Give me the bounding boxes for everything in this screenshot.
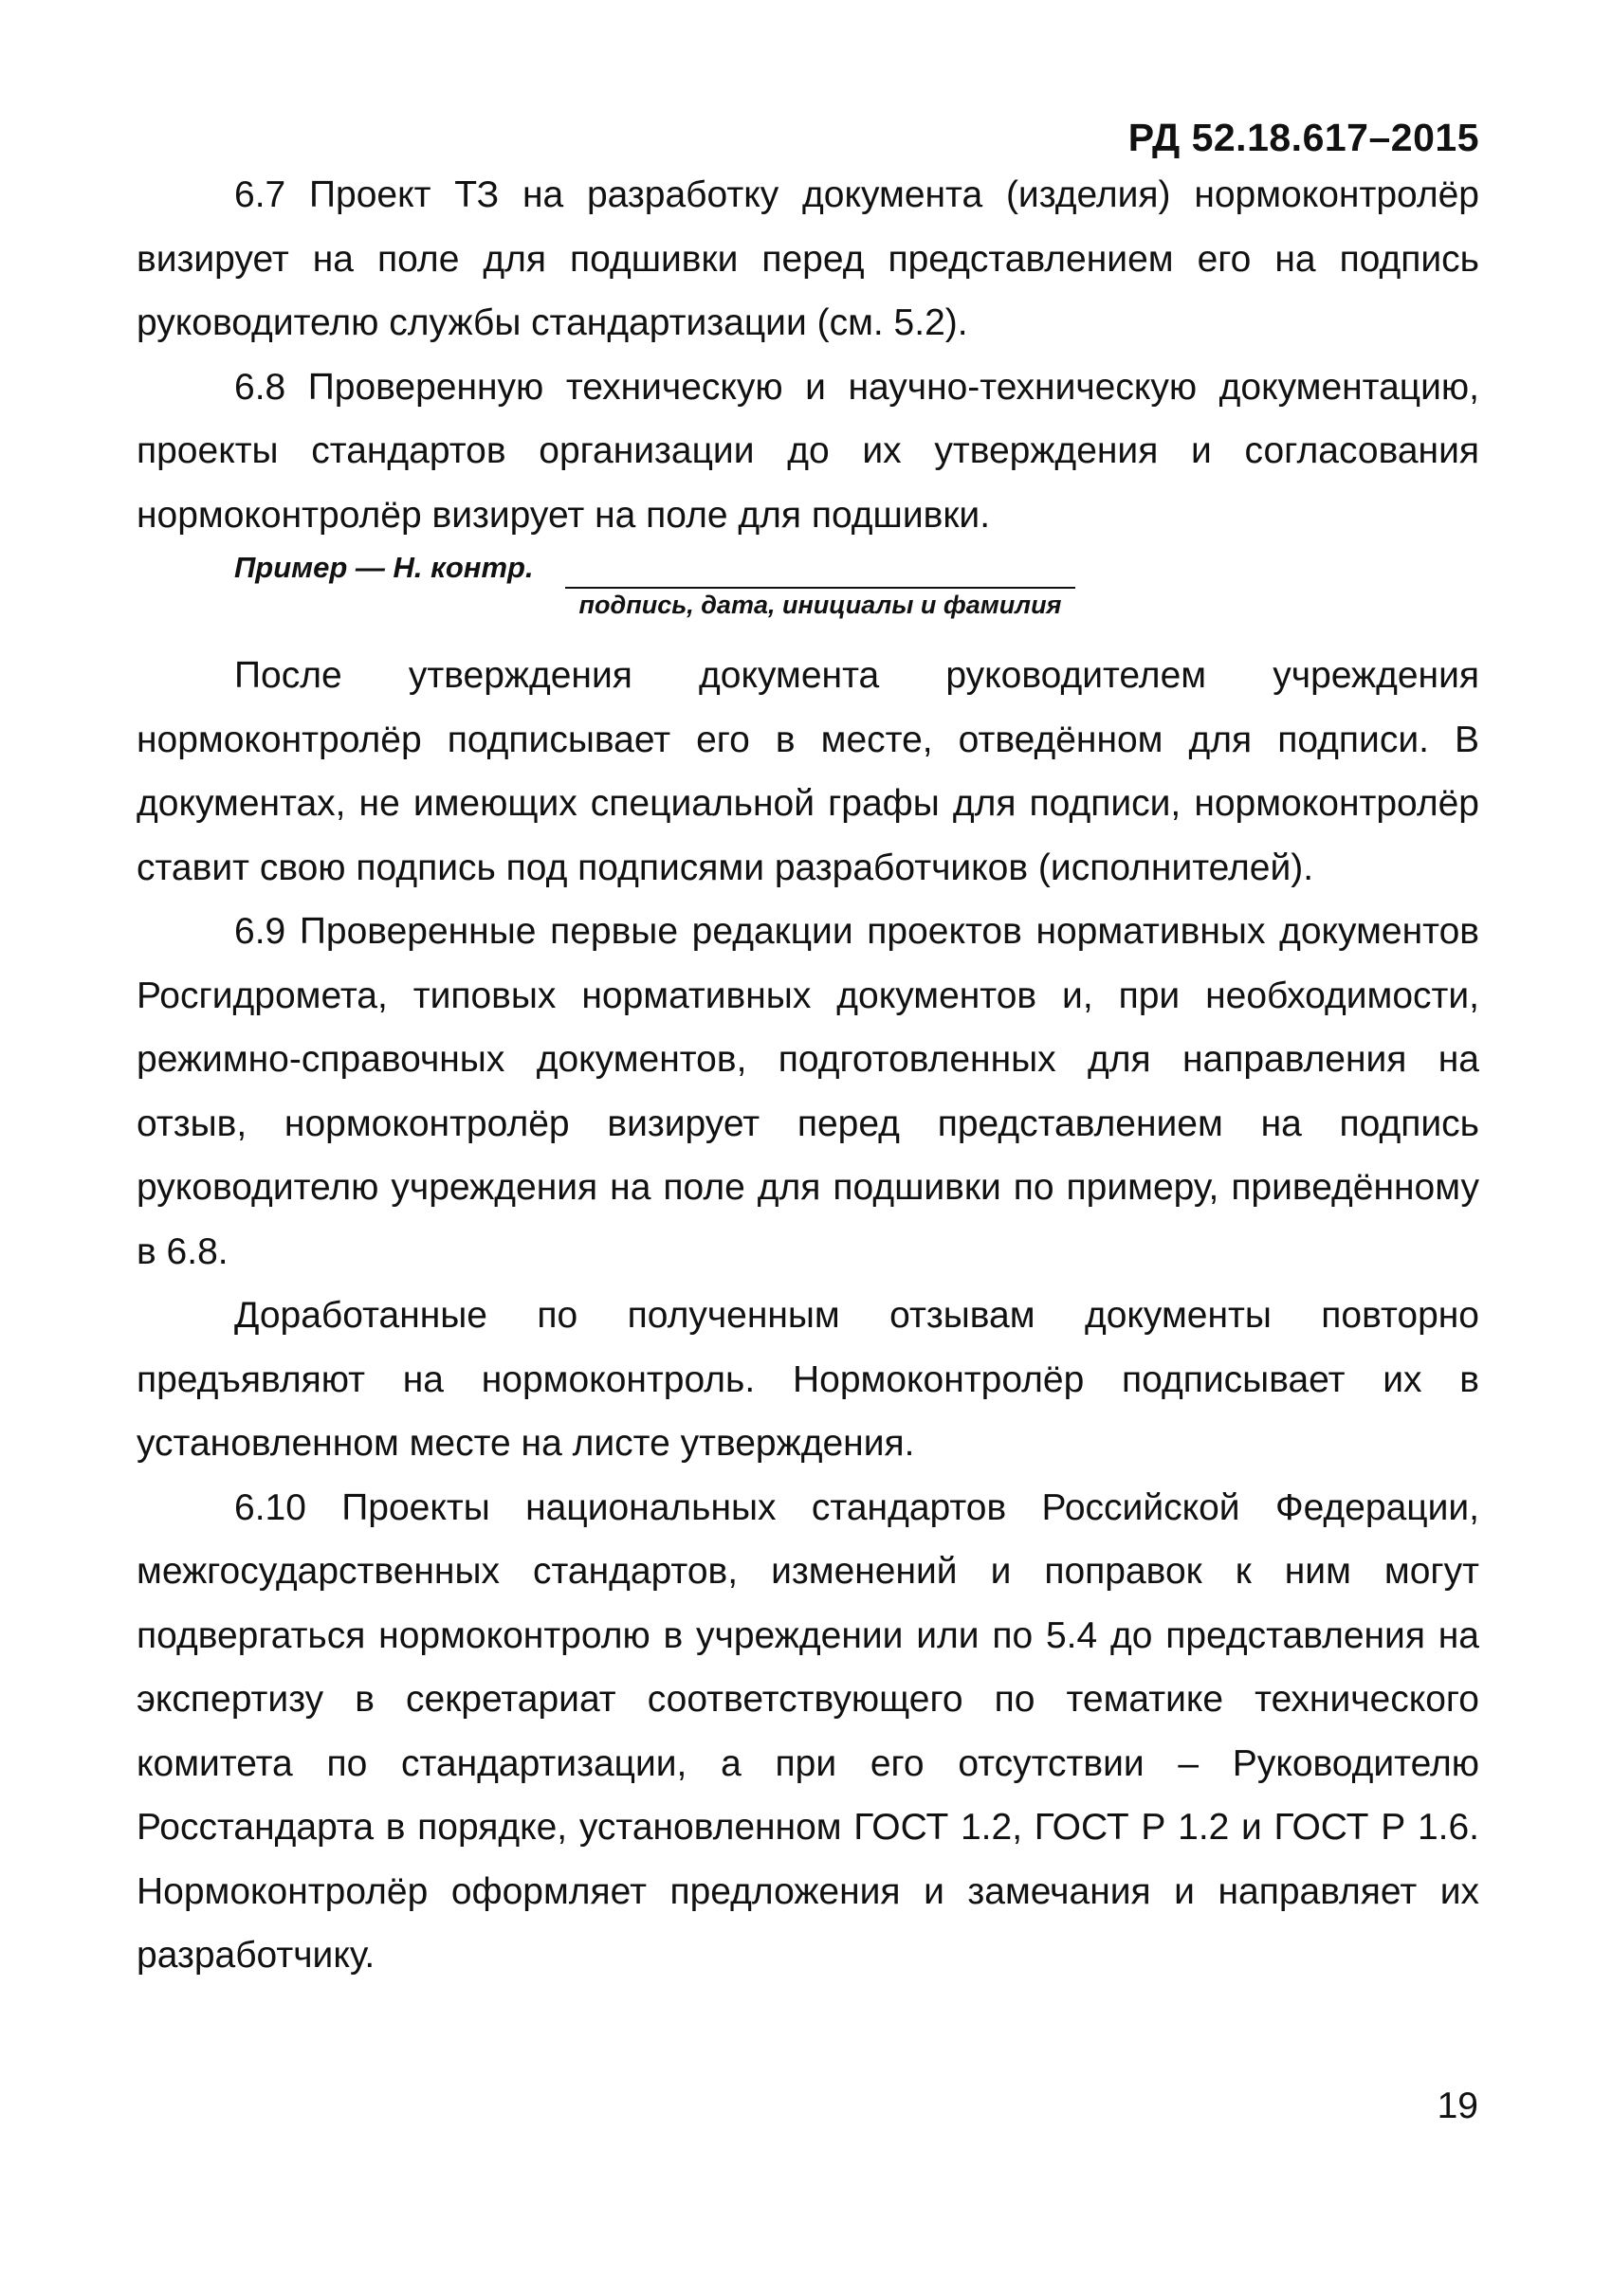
- paragraph-6-10: 6.10 Проекты национальных стандартов Российской Федерации, межгосударственных стандартов, изменений и поправок к ним могут подвергаться нормоконтролю в учреждении или по 5.4 до представления на экспертизу в секретариат соответствующего по тематике технического комитета по стандартизации, а при его отсутствии – Руководителю Росстандарта в порядке, установленном ГОСТ 1.2, ГОСТ Р 1.2 и ГОСТ Р 1.6. Нормоконтролёр оформляет предложения и замечания и направляет их разработчику.: [137, 1486, 1479, 1976]
- document-body: [137, 163, 1479, 1988]
- paragraph-revised-documents: Доработанные по полученным отзывам документы повторно предъявляют на нормоконтроль. Нормоконтролёр подписывает их в установленном месте на листе утверждения.: [137, 1295, 1479, 1464]
- signature-caption: подпись, дата, инициалы и фамилия: [578, 591, 1062, 619]
- signature-example: [137, 549, 1479, 638]
- paragraph-6-9: 6.9 Проверенные первые редакции проектов нормативных документов Росгидромета, типовых нормативных документов и, при необходимости, режимно-справочных документов, подготовленных для направления на отзыв, нормоконтролёр визирует перед представлением на подпись руководителю учреждения на поле для подшивки по примеру, приведённому в 6.8.: [137, 911, 1479, 1272]
- signature-line: [565, 587, 1075, 589]
- page-number: 19: [1437, 2086, 1478, 2126]
- example-label: Пример — Н. контр.: [234, 551, 534, 584]
- paragraph-after-approval: После утверждения документа руководителем учреждения нормоконтролёр подписывает его в месте, отведённом для подписи. В документах, не имеющих специальной графы для подписи, нормоконтролёр ставит свою подпись под подписями разработчиков (исполнителей).: [137, 655, 1479, 888]
- paragraph-6-7: 6.7 Проект ТЗ на разработку документа (изделия) нормоконтролёр визирует на поле для подшивки перед представлением его на подпись руководителю службы стандартизации (см. 5.2).: [137, 174, 1479, 343]
- paragraph-6-8: 6.8 Проверенную техническую и научно-техническую документацию, проекты стандартов организации до их утверждения и согласования нормоконтролёр визирует на поле для подшивки.: [137, 366, 1479, 536]
- document-code: РД 52.18.617–2015: [1127, 116, 1479, 159]
